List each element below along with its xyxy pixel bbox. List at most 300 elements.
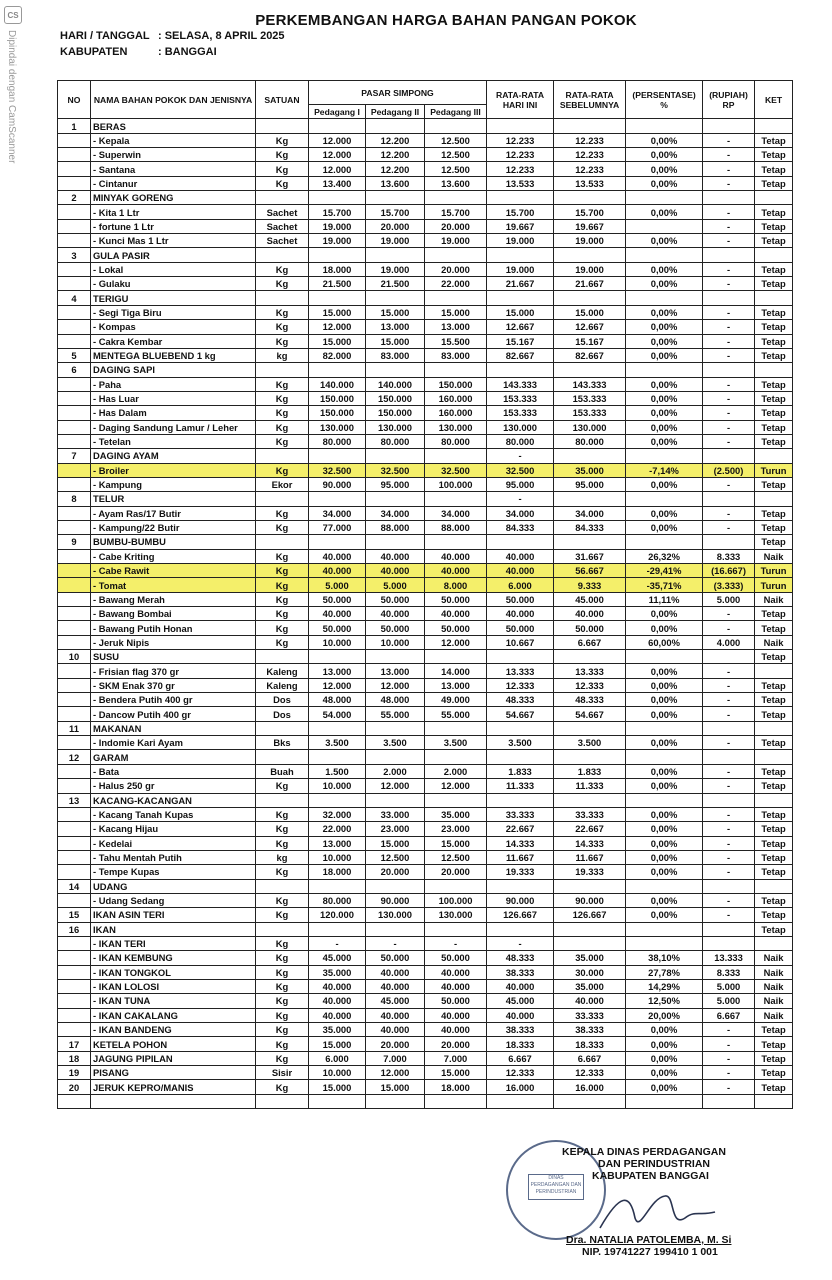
row-name: TERIGU (91, 291, 256, 305)
row-ket: Tetap (755, 1023, 793, 1037)
row-name: UDANG (91, 879, 256, 893)
row-unit: kg (256, 348, 309, 362)
table-row (58, 693, 793, 707)
row-pedagang-1: 13.400 (309, 176, 366, 190)
row-name: - Udang Sedang (91, 893, 256, 907)
row-pedagang-3: 2.000 (425, 764, 487, 778)
row-rata-sebelum: 6.667 (554, 1051, 626, 1065)
row-ket: Tetap (755, 1037, 793, 1051)
row-rupiah: - (703, 664, 755, 678)
row-pedagang-2: 15.000 (366, 334, 425, 348)
row-ket: Naik (755, 994, 793, 1008)
row-persen: 0,00% (626, 148, 703, 162)
row-name: MINYAK GORENG (91, 191, 256, 205)
row-rata-sebelum: 48.333 (554, 693, 626, 707)
row-rata-sebelum: 3.500 (554, 736, 626, 750)
row-no (58, 936, 91, 950)
row-ket: Tetap (755, 305, 793, 319)
row-pedagang-1: 19.000 (309, 234, 366, 248)
header-rupiah (703, 81, 755, 119)
row-pedagang-2: 55.000 (366, 707, 425, 721)
row-rata-hari: 38.333 (487, 1023, 554, 1037)
row-name: PISANG (91, 1066, 256, 1080)
header-pedagang-1: Pedagang I (309, 105, 366, 119)
row-pedagang-3 (425, 119, 487, 133)
row-ket (755, 291, 793, 305)
row-pedagang-2: 34.000 (366, 506, 425, 520)
row-rupiah: - (703, 621, 755, 635)
row-no (58, 133, 91, 147)
row-pedagang-2 (366, 191, 425, 205)
header-rata-hari: RATA-RATA HARI INI (487, 81, 554, 119)
row-no: 5 (58, 348, 91, 362)
row-rata-sebelum: 22.667 (554, 822, 626, 836)
row-ket: Tetap (755, 736, 793, 750)
row-pedagang-3: 80.000 (425, 434, 487, 448)
row-rata-sebelum: 35.000 (554, 951, 626, 965)
header-no: NO (58, 81, 91, 119)
table-row (58, 234, 793, 248)
row-pedagang-3: 50.000 (425, 621, 487, 635)
row-rata-sebelum (554, 248, 626, 262)
row-persen: 11,11% (626, 592, 703, 606)
row-rupiah (703, 492, 755, 506)
row-rata-hari: 6.667 (487, 1051, 554, 1065)
table-row (58, 205, 793, 219)
row-persen (626, 191, 703, 205)
row-rata-sebelum: 15.167 (554, 334, 626, 348)
row-rupiah: - (703, 391, 755, 405)
row-pedagang-1: 40.000 (309, 1008, 366, 1022)
row-name: JAGUNG PIPILAN (91, 1051, 256, 1065)
row-pedagang-1: 18.000 (309, 262, 366, 276)
row-rupiah (703, 750, 755, 764)
row-rata-hari: - (487, 492, 554, 506)
row-unit: Kg (256, 836, 309, 850)
table-row (58, 750, 793, 764)
row-name: - Has Dalam (91, 406, 256, 420)
row-rupiah: - (703, 334, 755, 348)
row-name: MAKANAN (91, 721, 256, 735)
row-pedagang-1: 10.000 (309, 635, 366, 649)
row-pedagang-3 (425, 248, 487, 262)
row-name: - Cintanur (91, 176, 256, 190)
row-unit: Kg (256, 621, 309, 635)
row-rata-sebelum: 45.000 (554, 592, 626, 606)
row-pedagang-2: 2.000 (366, 764, 425, 778)
row-rupiah: - (703, 678, 755, 692)
row-pedagang-2: 12.000 (366, 1066, 425, 1080)
row-pedagang-3: 40.000 (425, 1023, 487, 1037)
row-name: - Bawang Putih Honan (91, 621, 256, 635)
row-rupiah: 8.333 (703, 549, 755, 563)
row-unit (256, 449, 309, 463)
row-no: 19 (58, 1066, 91, 1080)
row-rata-hari: 40.000 (487, 564, 554, 578)
row-pedagang-1: 12.000 (309, 162, 366, 176)
row-no (58, 678, 91, 692)
row-pedagang-2: 50.000 (366, 951, 425, 965)
row-rata-sebelum: 12.233 (554, 162, 626, 176)
row-name: - fortune 1 Ltr (91, 219, 256, 233)
row-ket: Tetap (755, 176, 793, 190)
row-pedagang-3: 50.000 (425, 951, 487, 965)
row-pedagang-3: 19.000 (425, 234, 487, 248)
table-row (58, 277, 793, 291)
row-name: - Tomat (91, 578, 256, 592)
row-no (58, 1094, 91, 1108)
row-rata-sebelum: 9.333 (554, 578, 626, 592)
row-ket: Tetap (755, 477, 793, 491)
row-persen: 0,00% (626, 1023, 703, 1037)
row-pedagang-2: 33.000 (366, 807, 425, 821)
row-pedagang-2: 20.000 (366, 1037, 425, 1051)
row-ket (755, 936, 793, 950)
header-pasar: PASAR SIMPONG (309, 81, 487, 105)
table-row (58, 879, 793, 893)
row-persen: 0,00% (626, 377, 703, 391)
row-pedagang-1: 18.000 (309, 865, 366, 879)
table-row (58, 506, 793, 520)
row-persen: 20,00% (626, 1008, 703, 1022)
row-rupiah: (16.667) (703, 564, 755, 578)
row-rata-sebelum: 15.700 (554, 205, 626, 219)
row-persen: 0,00% (626, 305, 703, 319)
row-ket: Tetap (755, 836, 793, 850)
row-rata-hari: 12.233 (487, 148, 554, 162)
row-ket (755, 119, 793, 133)
row-pedagang-1: 3.500 (309, 736, 366, 750)
row-pedagang-2: 50.000 (366, 621, 425, 635)
row-pedagang-1 (309, 1094, 366, 1108)
row-rata-hari: 18.333 (487, 1037, 554, 1051)
row-pedagang-1 (309, 922, 366, 936)
row-no: 18 (58, 1051, 91, 1065)
row-pedagang-3: 20.000 (425, 219, 487, 233)
row-pedagang-2: 40.000 (366, 607, 425, 621)
row-rata-hari: 34.000 (487, 506, 554, 520)
row-rata-hari: 19.000 (487, 262, 554, 276)
row-unit: Kg (256, 506, 309, 520)
row-pedagang-3: 20.000 (425, 865, 487, 879)
row-pedagang-3: - (425, 936, 487, 950)
row-name: - IKAN TONGKOL (91, 965, 256, 979)
row-rupiah (703, 363, 755, 377)
row-pedagang-3: 15.700 (425, 205, 487, 219)
row-pedagang-3: 40.000 (425, 965, 487, 979)
row-rata-hari: 50.000 (487, 621, 554, 635)
row-pedagang-2: 130.000 (366, 908, 425, 922)
row-name: - Kacang Tanah Kupas (91, 807, 256, 821)
table-row (58, 721, 793, 735)
row-unit: Sisir (256, 1066, 309, 1080)
date-line (60, 30, 285, 42)
row-pedagang-2 (366, 721, 425, 735)
row-rata-hari (487, 793, 554, 807)
date-label: HARI / TANGGAL (60, 30, 150, 42)
row-pedagang-2: 150.000 (366, 391, 425, 405)
row-name: - Cabe Rawit (91, 564, 256, 578)
row-pedagang-3 (425, 650, 487, 664)
row-rupiah: - (703, 377, 755, 391)
row-unit: Kg (256, 176, 309, 190)
row-ket: Tetap (755, 234, 793, 248)
row-rata-sebelum: 11.667 (554, 850, 626, 864)
row-rata-sebelum: 34.000 (554, 506, 626, 520)
row-pedagang-1: 45.000 (309, 951, 366, 965)
row-rata-hari: 95.000 (487, 477, 554, 491)
row-rata-sebelum: 143.333 (554, 377, 626, 391)
row-pedagang-3: 12.000 (425, 635, 487, 649)
table-row (58, 836, 793, 850)
row-pedagang-3: 3.500 (425, 736, 487, 750)
row-no (58, 865, 91, 879)
row-rupiah: - (703, 420, 755, 434)
row-pedagang-2: 13.000 (366, 320, 425, 334)
row-pedagang-3: 18.000 (425, 1080, 487, 1094)
row-persen: 0,00% (626, 334, 703, 348)
row-pedagang-2: 13.000 (366, 664, 425, 678)
row-rupiah: - (703, 406, 755, 420)
row-rata-hari: 11.667 (487, 850, 554, 864)
table-row (58, 578, 793, 592)
row-ket: Tetap (755, 764, 793, 778)
table-row (58, 377, 793, 391)
row-no (58, 764, 91, 778)
row-pedagang-1: 80.000 (309, 893, 366, 907)
row-unit: Kg (256, 564, 309, 578)
table-row (58, 736, 793, 750)
row-pedagang-3: 100.000 (425, 477, 487, 491)
row-rata-hari (487, 191, 554, 205)
row-rupiah: - (703, 133, 755, 147)
table-row (58, 176, 793, 190)
row-pedagang-2 (366, 449, 425, 463)
row-persen: 0,00% (626, 865, 703, 879)
table-row (58, 607, 793, 621)
table-row (58, 334, 793, 348)
row-rupiah (703, 922, 755, 936)
row-rupiah: - (703, 148, 755, 162)
row-no (58, 162, 91, 176)
row-rata-hari: 19.000 (487, 234, 554, 248)
row-unit (256, 291, 309, 305)
row-pedagang-2 (366, 650, 425, 664)
row-rata-hari: 38.333 (487, 965, 554, 979)
row-rupiah: - (703, 277, 755, 291)
row-no (58, 148, 91, 162)
row-pedagang-3 (425, 363, 487, 377)
table-row (58, 936, 793, 950)
row-pedagang-1: 80.000 (309, 434, 366, 448)
row-rata-sebelum (554, 750, 626, 764)
row-pedagang-1: 35.000 (309, 965, 366, 979)
row-ket: Tetap (755, 1080, 793, 1094)
row-rupiah: 13.333 (703, 951, 755, 965)
row-rata-sebelum: 6.667 (554, 635, 626, 649)
row-unit: Kg (256, 951, 309, 965)
row-no: 9 (58, 535, 91, 549)
row-rata-sebelum: 54.667 (554, 707, 626, 721)
table-row (58, 420, 793, 434)
row-unit: Kg (256, 377, 309, 391)
row-pedagang-2: 10.000 (366, 635, 425, 649)
row-pedagang-2: 140.000 (366, 377, 425, 391)
row-persen: 38,10% (626, 951, 703, 965)
row-rupiah (703, 535, 755, 549)
row-pedagang-2: 12.000 (366, 678, 425, 692)
row-rata-hari: 21.667 (487, 277, 554, 291)
row-unit (256, 721, 309, 735)
row-pedagang-1 (309, 750, 366, 764)
row-name: - Has Luar (91, 391, 256, 405)
row-rata-sebelum: 95.000 (554, 477, 626, 491)
row-no (58, 463, 91, 477)
row-unit: Kg (256, 262, 309, 276)
row-pedagang-1: - (309, 936, 366, 950)
row-pedagang-3: 15.000 (425, 305, 487, 319)
row-pedagang-2: 23.000 (366, 822, 425, 836)
row-rata-sebelum: 15.000 (554, 305, 626, 319)
row-rata-hari: 40.000 (487, 549, 554, 563)
row-persen: 0,00% (626, 320, 703, 334)
row-rata-sebelum: 126.667 (554, 908, 626, 922)
header-persen-unit: % (660, 99, 668, 110)
row-pedagang-1: 5.000 (309, 578, 366, 592)
row-persen: 0,00% (626, 736, 703, 750)
row-ket: Tetap (755, 707, 793, 721)
table-row (58, 535, 793, 549)
row-persen: 0,00% (626, 621, 703, 635)
row-unit: Kg (256, 520, 309, 534)
row-rupiah: - (703, 305, 755, 319)
row-rupiah (703, 879, 755, 893)
row-ket (755, 248, 793, 262)
row-rata-hari: 40.000 (487, 979, 554, 993)
row-unit: Kg (256, 1080, 309, 1094)
row-no (58, 850, 91, 864)
row-persen: 0,00% (626, 1066, 703, 1080)
row-ket: Tetap (755, 406, 793, 420)
row-no (58, 822, 91, 836)
row-name: - Bendera Putih 400 gr (91, 693, 256, 707)
row-rupiah (703, 650, 755, 664)
row-name: - Kunci Mas 1 Ltr (91, 234, 256, 248)
row-no: 7 (58, 449, 91, 463)
scanner-watermark (4, 6, 24, 216)
row-unit: Kg (256, 936, 309, 950)
row-pedagang-2: 40.000 (366, 1008, 425, 1022)
row-rata-hari: 1.833 (487, 764, 554, 778)
row-ket: Tetap (755, 822, 793, 836)
row-pedagang-3: 13.000 (425, 678, 487, 692)
row-name: - IKAN TERI (91, 936, 256, 950)
table-row (58, 922, 793, 936)
row-rupiah: - (703, 1037, 755, 1051)
row-pedagang-3: 160.000 (425, 391, 487, 405)
row-pedagang-3 (425, 492, 487, 506)
table-row (58, 865, 793, 879)
row-name: IKAN (91, 922, 256, 936)
table-row (58, 908, 793, 922)
camscanner-logo: CS (4, 6, 22, 24)
table-row (58, 262, 793, 276)
row-rata-hari: 130.000 (487, 420, 554, 434)
row-pedagang-2: 19.000 (366, 262, 425, 276)
price-table (57, 80, 793, 1109)
row-rata-sebelum: 19.667 (554, 219, 626, 233)
row-pedagang-2: 15.000 (366, 1080, 425, 1094)
row-unit (256, 922, 309, 936)
row-rata-sebelum: 38.333 (554, 1023, 626, 1037)
row-ket: Tetap (755, 320, 793, 334)
row-persen (626, 449, 703, 463)
row-rata-sebelum: 84.333 (554, 520, 626, 534)
row-unit: Sachet (256, 234, 309, 248)
row-unit (256, 793, 309, 807)
table-row (58, 592, 793, 606)
table-row (58, 994, 793, 1008)
row-no: 13 (58, 793, 91, 807)
row-name: - IKAN TUNA (91, 994, 256, 1008)
row-persen: 0,00% (626, 133, 703, 147)
row-rata-sebelum: 13.333 (554, 664, 626, 678)
row-name (91, 1094, 256, 1108)
row-persen (626, 291, 703, 305)
row-pedagang-3: 20.000 (425, 262, 487, 276)
row-pedagang-2: 12.200 (366, 162, 425, 176)
row-rupiah: - (703, 1051, 755, 1065)
row-ket: Naik (755, 965, 793, 979)
row-ket: Tetap (755, 377, 793, 391)
row-pedagang-2: 20.000 (366, 219, 425, 233)
row-pedagang-2: 40.000 (366, 549, 425, 563)
row-rata-sebelum (554, 363, 626, 377)
row-ket (755, 492, 793, 506)
row-persen: 14,29% (626, 979, 703, 993)
row-pedagang-3: 15.000 (425, 1066, 487, 1080)
row-rata-hari: 48.333 (487, 693, 554, 707)
table-row (58, 893, 793, 907)
header-satuan: SATUAN (256, 81, 309, 119)
row-name: - Gulaku (91, 277, 256, 291)
row-rupiah: - (703, 822, 755, 836)
row-no: 15 (58, 908, 91, 922)
signer-title-2: DAN PERINDUSTRIAN (598, 1158, 711, 1170)
row-pedagang-1: 12.000 (309, 678, 366, 692)
table-row (58, 434, 793, 448)
row-pedagang-2 (366, 363, 425, 377)
row-pedagang-1: 40.000 (309, 549, 366, 563)
row-unit: Kaleng (256, 664, 309, 678)
row-ket: Tetap (755, 607, 793, 621)
row-ket: Tetap (755, 865, 793, 879)
table-row (58, 133, 793, 147)
row-rata-hari: 22.667 (487, 822, 554, 836)
row-pedagang-1 (309, 535, 366, 549)
row-pedagang-3 (425, 922, 487, 936)
row-rata-sebelum: 35.000 (554, 463, 626, 477)
row-pedagang-1 (309, 449, 366, 463)
row-persen: 0,00% (626, 506, 703, 520)
row-rupiah: - (703, 262, 755, 276)
row-rata-sebelum (554, 922, 626, 936)
row-no (58, 1008, 91, 1022)
row-rupiah: 4.000 (703, 635, 755, 649)
row-rata-hari: 32.500 (487, 463, 554, 477)
row-rupiah: - (703, 836, 755, 850)
row-unit: Kg (256, 420, 309, 434)
